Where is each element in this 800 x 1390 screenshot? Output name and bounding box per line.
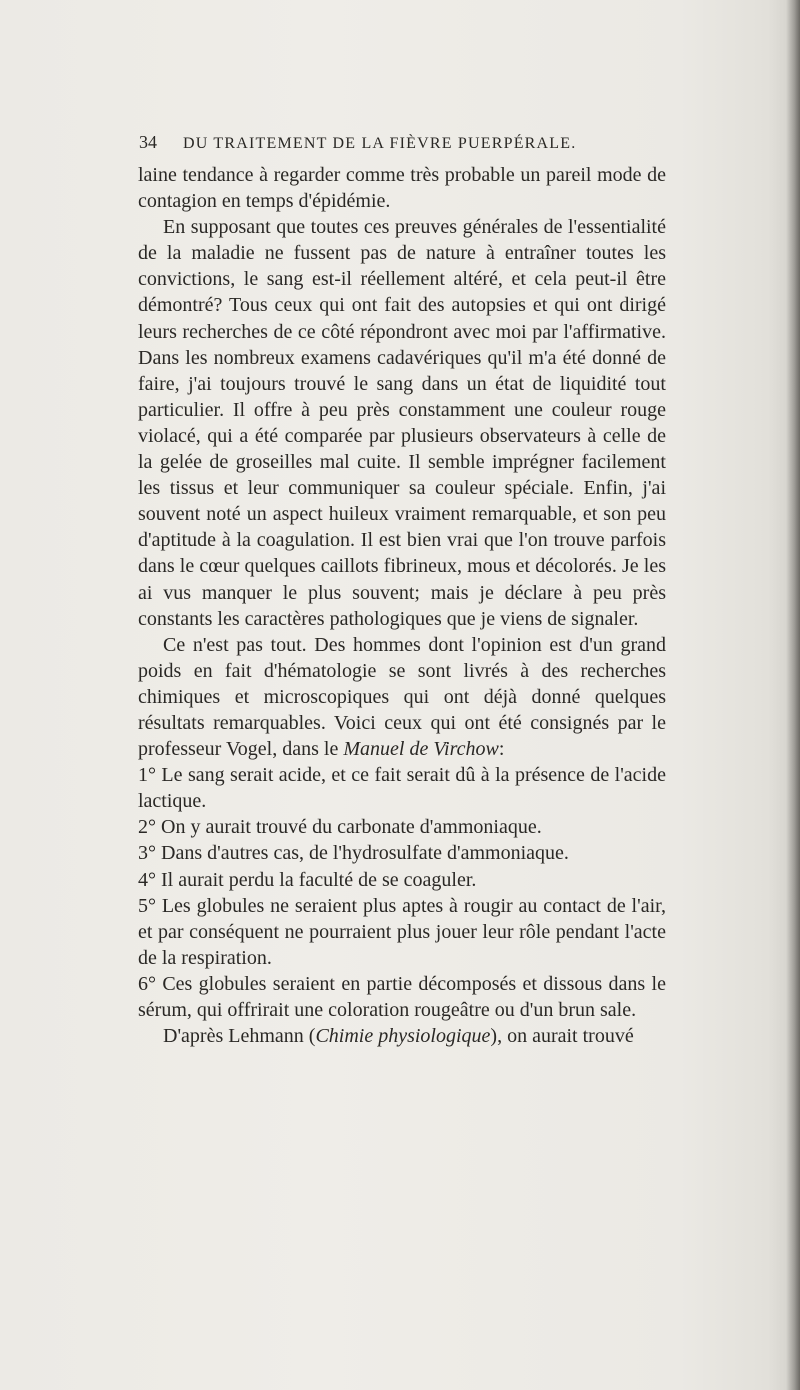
running-title: DU TRAITEMENT DE LA FIÈVRE PUERPÉRALE. <box>183 135 577 152</box>
list-item: 3° Dans d'autres cas, de l'hydrosulfate d'ammoniaque. <box>138 842 569 865</box>
list-item: 2° On y aurait trouvé du carbonate d'ammoniaque. <box>138 816 542 839</box>
lehmann-before: D'après Lehmann ( <box>163 1025 316 1048</box>
lehmann-after: ), on aurait trouvé <box>490 1025 634 1048</box>
page-edge-shadow <box>786 0 800 1390</box>
list-item: 5° Les globules ne seraient plus aptes à rougir au contact de l'air, et par conséquent ne pourraient plus jouer leur rôle pendant l'acte de la respiration. <box>138 894 666 969</box>
paragraph-continuation: laine tendance à regarder comme très probable un pareil mode de contagion en temps d'épidémie. <box>138 164 666 213</box>
body-text <box>138 162 666 1049</box>
book-title-virchow: Manuel de Virchow <box>343 738 499 761</box>
colon: : <box>498 738 505 761</box>
running-header <box>139 132 699 158</box>
page-number: 34 <box>139 132 157 152</box>
paragraph-research <box>138 632 666 762</box>
list-item: 1° Le sang serait acide, et ce fait serait dû à la présence de l'acide lactique. <box>138 764 666 813</box>
list-item: 6° Ces globules seraient en partie décomposés et dissous dans le sérum, qui offrirait une coloration rougeâtre ou d'un brun sale. <box>138 972 666 1021</box>
paragraph-blood-alteration: En supposant que toutes ces preuves générales de l'essentialité de la maladie ne fussent pas de nature à entraîner toutes les convictions, le sang est-il réellement altéré, et cela peut-il être démontré? Tous ceux qui ont fait des autopsies et qui ont dirigé leurs recherches de ce côté répondront avec moi par l'affirmative. Dans les nombreux examens cadavériques qu'il m'a été donné de faire, j'ai toujours trouvé le sang dans un état de liquidité tout particulier. Il offre à peu près constamment une couleur rouge violacé, qui a été comparée par plusieurs observateurs à celle de la gelée de groseilles mal cuite. Il semble imprégner facilement les tissus et leur communiquer sa couleur spéciale. Enfin, j'ai souvent noté un aspect huileux vraiment remarquable, et son peu d'aptitude à la coagulation. Il est bien vrai que l'on trouve parfois dans le cœur quelques caillots fibrineux, mous et décolorés. Je les ai vus manquer le plus souvent; mais je déclare à peu près constants les caractères pathologiques que je viens de signaler. <box>138 216 666 630</box>
book-title-lehmann: Chimie physiologique <box>315 1025 491 1048</box>
list-item: 4° Il aurait perdu la faculté de se coaguler. <box>138 868 477 891</box>
paragraph-lehmann <box>138 1023 666 1049</box>
paragraph-research-text: Ce n'est pas tout. Des hommes dont l'opinion est d'un grand poids en fait d'hématologie se sont livrés à des recherches chimiques et microscopiques qui ont déjà donné quelques résultats remarquables. Voici ceux qui ont été consignés par le professeur Vogel, dans le <box>138 633 666 761</box>
